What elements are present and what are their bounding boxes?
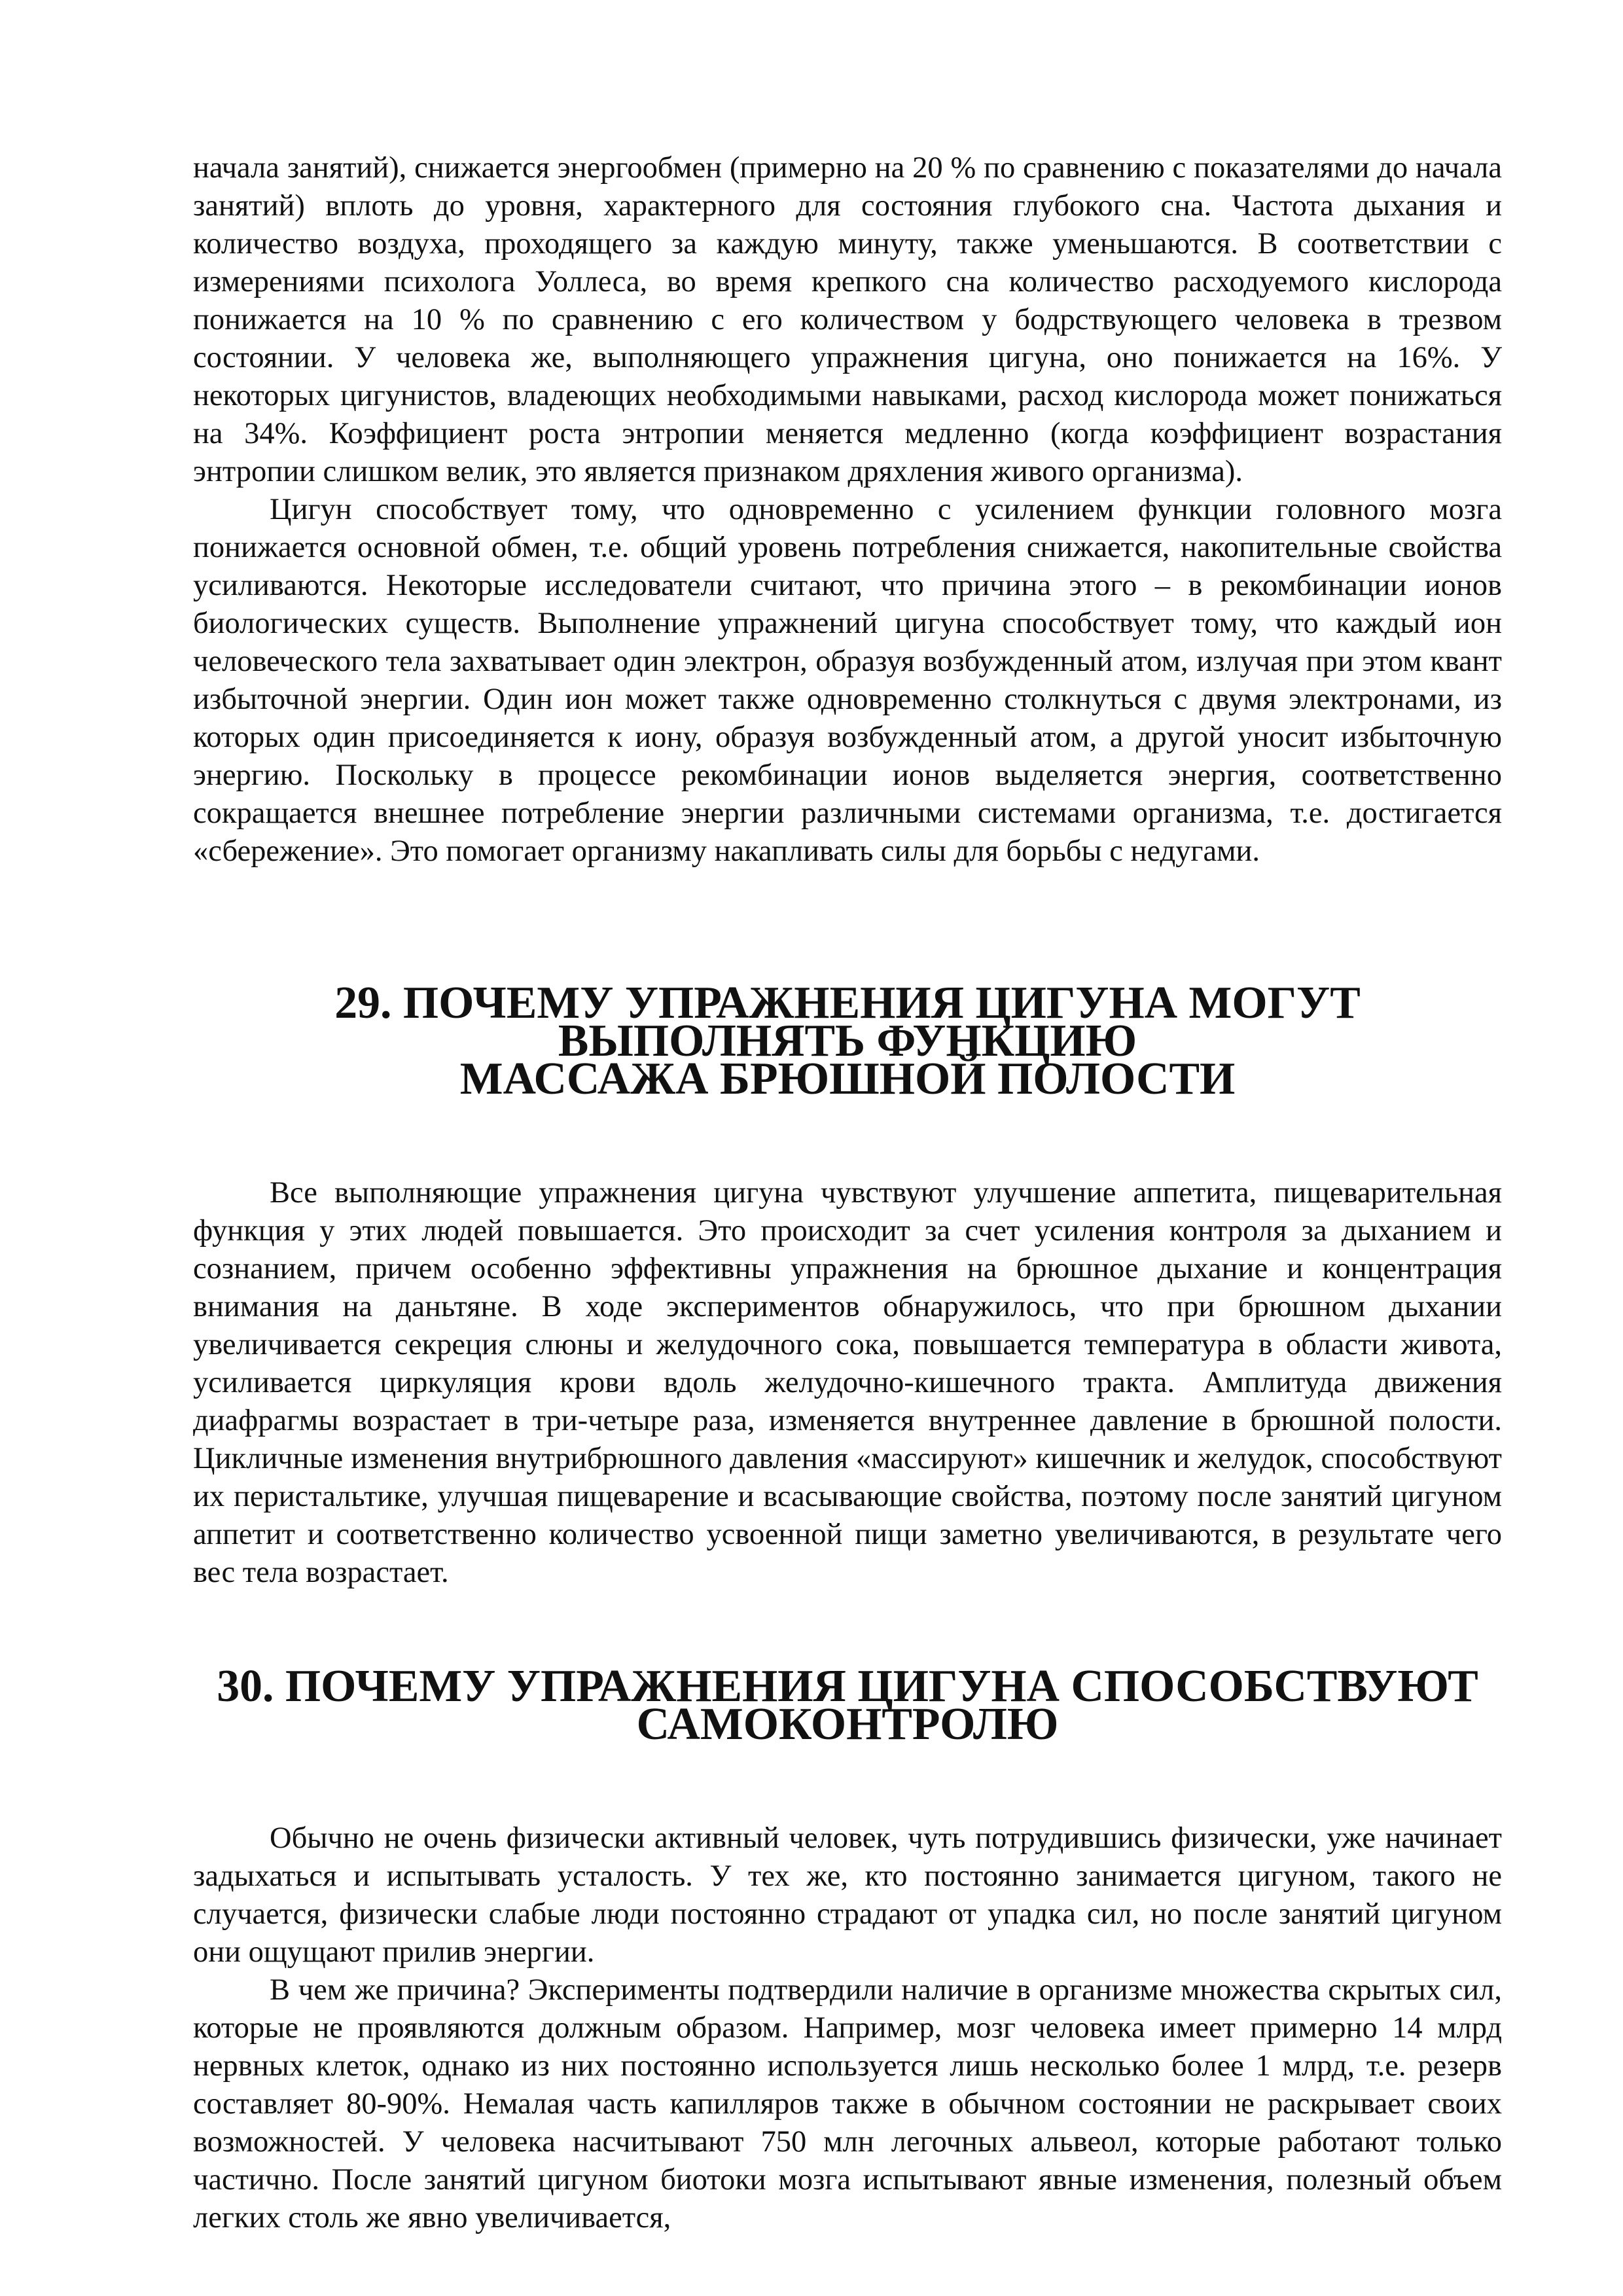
section-heading-29-line-2: МАССАЖА БРЮШНОЙ ПОЛОСТИ: [459, 1054, 1236, 1104]
paragraph-abdominal-massage: Все выполняющие упражнения цигуна чувствуют улучшение аппетита, пищеварительная функция у этих людей повышается. Это происходит за счет усиления контроля за дыханием и сознанием, причем особенно эффективны упражнения на брюшное дыхание и концентрация внимания на даньтяне. В ходе экспериментов обнаружилось, что при брюшном дыхании увеличивается секреция слюны и желудочного сока, повышается температура в области живота, усиливается циркуляция крови вдоль желудочно-кишечного тракта. Амплитуда движения диафрагмы возрастает в три-четыре раза, изменяется внутреннее давление в брюшной полости. Цикличные изменения внутрибрюшного давления «массируют» кишечник и желудок, способствуют их перистальтике, улучшая пищеварение и всасывающие свойства, поэтому после занятий цигуном аппетит и соответственно количество усвоенной пищи заметно увеличиваются, в результате чего вес тела возрастает.: [193, 1176, 1502, 1589]
section-heading-29-line-1: 29. ПОЧЕМУ УПРАЖНЕНИЯ ЦИГУНА МОГУТ ВЫПОЛНЯТЬ ФУНКЦИЮ: [334, 978, 1361, 1066]
paragraph-continuation: начала занятий), снижается энергообмен (примерно на 20 % по сравнению с показателями до начала занятий) вплоть до уровня, характерного для состояния глубокого сна. Частота дыхания и количество воздуха, проходящего за каждую минуту, также уменьшаются. В соответствии с измерениями психолога Уоллеса, во время крепкого сна количество расходуемого кислорода понижается на 10 % по сравнению с его количеством у бодрствующего человека в трезвом состоянии. У человека же, выполняющего упражнения цигуна, оно понижается на 16%. У некоторых цигунистов, владеющих необходимыми навыками, расход кислорода может понижаться на 34%. Коэффициент роста энтропии меняется медленно (когда коэффициент возрастания энтропии слишком велик, это является признаком дряхления живого организма).: [193, 151, 1502, 488]
paragraph-self-control-intro: Обычно не очень физически активный человек, чуть потрудившись физически, уже начинает задыхаться и испытывать усталость. У тех же, кто постоянно занимается цигуном, такого не случается, физически слабые люди постоянно страдают от упадка сил, но после занятий цигуном они ощущают прилив энергии.: [193, 1821, 1502, 1969]
paragraph-hidden-reserves: В чем же причина? Эксперименты подтвердили наличие в организме множества скрытых сил, которые не проявляются должным образом. Например, мозг человека имеет примерно 14 млрд нервных клеток, однако из них постоянно используется лишь несколько более 1 млрд, т.е. резерв составляет 80-90%. Немалая часть капилляров также в обычном состоянии не раскрывает своих возможностей. У человека насчитывают 750 млн легочных альвеол, которые работают только частично. После занятий цигуном биотоки мозга испытывают явные изменения, полезный объем легких столь же явно увеличивается,: [193, 1973, 1502, 2234]
document-page: [193, 149, 1502, 2237]
section-heading-29: [193, 978, 1502, 1104]
paragraph-ion-recombination: Цигун способствует тому, что одновременно с усилением функции головного мозга понижается основной обмен, т.е. общий уровень потребления снижается, накопительные свойства усиливаются. Некоторые исследователи считают, что причина этого – в рекомбинации ионов биологических существ. Выполнение упражнений цигуна способствует тому, что каждый ион человеческого тела захватывает один электрон, образуя возбужденный атом, излучая при этом квант избыточной энергии. Один ион может также одновременно столкнуться с двумя электронами, из которых один присоединяется к иону, образуя возбужденный атом, а другой уносит избыточную энергию. Поскольку в процессе рекомбинации ионов выделяется энергия, соответственно сокращается внешнее потребление энергии различными системами организма, т.е. достигается «сбережение». Это помогает организму накапливать силы для борьбы с недугами.: [193, 493, 1502, 868]
section-heading-30: 30. ПОЧЕМУ УПРАЖНЕНИЯ ЦИГУНА СПОСОБСТВУЮТ САМОКОНТРОЛЮ: [217, 1661, 1478, 1749]
